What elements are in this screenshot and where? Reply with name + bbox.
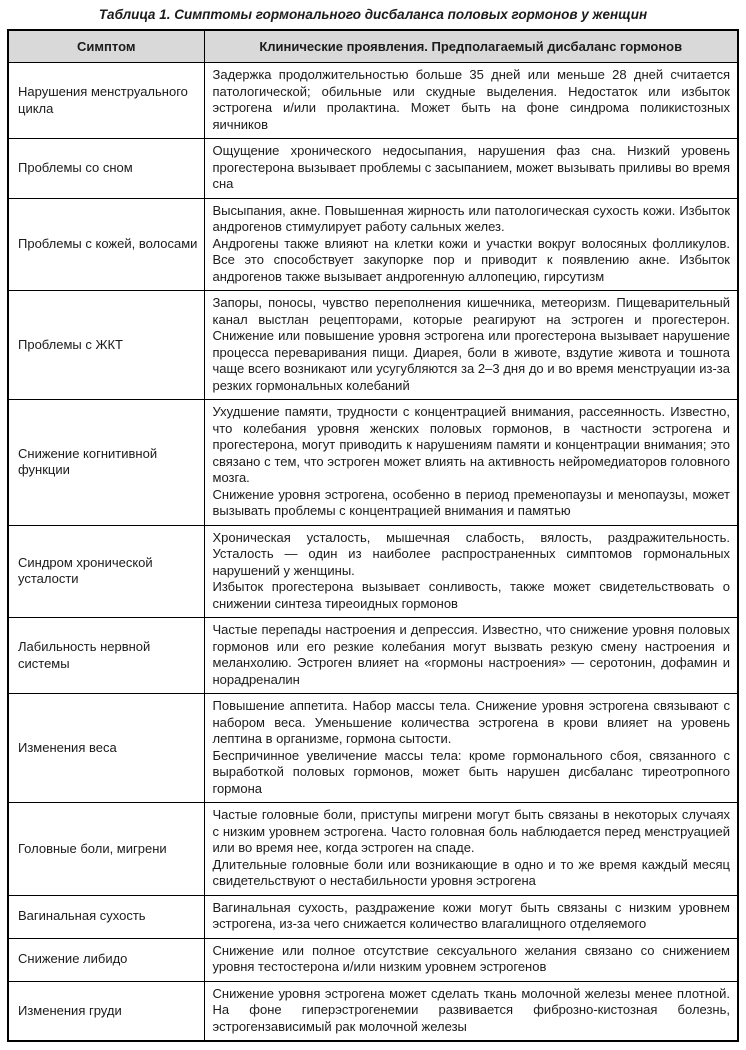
- symptom-cell: Головные боли, мигрени: [8, 803, 204, 896]
- table-row: [8, 938, 738, 981]
- symptom-cell: Снижение когнитивной функции: [8, 400, 204, 526]
- symptom-cell: Лабильность нервной системы: [8, 618, 204, 694]
- column-header-symptom: Симптом: [8, 30, 204, 63]
- manifestation-paragraph: Ощущение хронического недосыпания, нарушения фаз сна. Низкий уровень прогестерона вызывает проблемы с засыпанием, может вызывать приливы во время сна: [212, 143, 730, 191]
- table-caption: Таблица 1. Симптомы гормонального дисбаланса половых гормонов у женщин: [98, 7, 648, 22]
- manifestation-paragraph: Снижение уровня эстрогена, особенно в период пременопаузы и менопаузы, может вызывать проблемы с концентрацией внимания и памятью: [212, 486, 730, 518]
- table-row: [8, 63, 738, 139]
- manifestation-paragraph: Снижение или полное отсутствие сексуального желания связано со снижением уровня тестостерона и/или низким уровнем эстрогенов: [212, 942, 730, 974]
- manifestation-paragraph: Вагинальная сухость, раздражение кожи могут быть связаны с низким уровнем эстрогена, из-за чего снижается количество влагалищного отделяемого: [212, 899, 730, 931]
- manifestation-paragraph: Частые перепады настроения и депрессия. Известно, что снижение уровня половых гормонов или его резкие колебания могут вызвать резкую смену настроения и меланхолию. Эстроген влияет на «гормоны настроения» — серотонин, дофамин и норадреналин: [212, 622, 730, 687]
- manifestation-cell: [204, 525, 738, 618]
- symptom-cell: Нарушения менструального цикла: [8, 63, 204, 139]
- manifestation-paragraph: Хроническая усталость, мышечная слабость, вялость, раздражительность. Усталость — один из наиболее распространенных симптомов гормональных нарушений у женщины.: [212, 529, 730, 578]
- symptom-cell: Снижение либидо: [8, 938, 204, 981]
- symptom-cell: Проблемы со сном: [8, 139, 204, 199]
- manifestation-cell: [204, 618, 738, 694]
- table-row: [8, 198, 738, 291]
- table-body: [8, 63, 738, 1042]
- header-row: [8, 30, 738, 63]
- manifestation-paragraph: Запоры, поносы, чувство переполнения кишечника, метеоризм. Пищеварительный канал выстлан рецепторами, которые реагируют на эстроген и прогестерон. Снижение или повышение уровня эстрогена или прогестерона вызывает нарушение процесса переваривания пищи. Диарея, боли в животе, вздутие живота и тошнота чаще всего возникают или усугубляются за 2–3 дня до и во время менструации из-за резких гормональных колебаний: [212, 295, 730, 393]
- manifestation-cell: [204, 198, 738, 291]
- manifestation-cell: [204, 291, 738, 400]
- manifestation-paragraph: Ухудшение памяти, трудности с концентрацией внимания, рассеянность. Известно, что колебания уровня женских половых гормонов, в частности эстрогена и прогестерона, могут приводить к нарушениям памяти и концентрации внимания; это связано с тем, что эстроген может влиять на активность нейромедиаторов головного мозга.: [212, 404, 730, 485]
- symptom-cell: Изменения груди: [8, 981, 204, 1041]
- manifestation-paragraph: Повышение аппетита. Набор массы тела. Снижение уровня эстрогена связывают с набором веса. Уменьшение количества эстрогена в крови влияет на уровень лептина в организме, гормона сытости.: [212, 698, 730, 746]
- manifestation-paragraph: Беспричинное увеличение массы тела: кроме гормонального сбоя, связанного с выработкой половых гормонов, может быть нарушен дисбаланс тиреотропного гормона: [212, 747, 730, 796]
- manifestation-cell: [204, 139, 738, 199]
- manifestation-cell: [204, 63, 738, 139]
- table-row: [8, 618, 738, 694]
- manifestation-paragraph: Высыпания, акне. Повышенная жирность или патологическая сухость кожи. Избыток андрогенов стимулирует работу сальных желез.: [212, 202, 730, 234]
- manifestation-cell: [204, 938, 738, 981]
- manifestation-paragraph: Частые головные боли, приступы мигрени могут быть связаны в некоторых случаях с низким уровнем эстрогена. Часто головная боль наблюдается перед менструацией или во время нее, когда эстроген на спаде.: [212, 807, 730, 855]
- table-row: [8, 291, 738, 400]
- manifestation-cell: [204, 981, 738, 1041]
- table-row: [8, 139, 738, 199]
- manifestation-paragraph: Длительные головные боли или возникающие в одно и то же время каждый месяц свидетельствуют о нестабильности уровня эстрогена: [212, 856, 730, 888]
- symptom-cell: Изменения веса: [8, 694, 204, 803]
- table-row: [8, 694, 738, 803]
- symptom-cell: Вагинальная сухость: [8, 895, 204, 938]
- column-header-manifestations: Клинические проявления. Предполагаемый дисбаланс гормонов: [204, 30, 738, 63]
- table-row: [8, 400, 738, 526]
- manifestation-paragraph: Задержка продолжительностью больше 35 дней или меньше 28 дней считается патологической; обильные или скудные выделения. Недостаток или избыток эстрогена и/или пролактина. Может быть на фоне синдрома поликистозных яичников: [212, 67, 730, 132]
- manifestation-paragraph: Андрогены также влияют на клетки кожи и участки вокруг волосяных фолликулов. Все это способствует закупорке пор и приводит к появлению акне. Избыток андрогенов также вызывает андрогенную аллопецию, гирсутизм: [212, 235, 730, 284]
- manifestation-cell: [204, 400, 738, 526]
- manifestation-cell: [204, 803, 738, 896]
- table-row: [8, 895, 738, 938]
- symptom-cell: Проблемы с ЖКТ: [8, 291, 204, 400]
- symptom-cell: Проблемы с кожей, волосами: [8, 198, 204, 291]
- table-row: [8, 981, 738, 1041]
- symptoms-table: [7, 29, 739, 1042]
- manifestation-cell: [204, 694, 738, 803]
- symptom-cell: Синдром хронической усталости: [8, 525, 204, 618]
- table-row: [8, 525, 738, 618]
- manifestation-paragraph: Избыток прогестерона вызывает сонливость, также может свидетельствовать о снижении синтеза тиреоидных гормонов: [212, 579, 730, 611]
- table-row: [8, 803, 738, 896]
- manifestation-paragraph: Снижение уровня эстрогена может сделать ткань молочной железы менее плотной. На фоне гиперэстрогенемии развивается фиброзно-кистозная болезнь, эстрогензависимый рак молочной железы: [212, 985, 730, 1034]
- manifestation-cell: [204, 895, 738, 938]
